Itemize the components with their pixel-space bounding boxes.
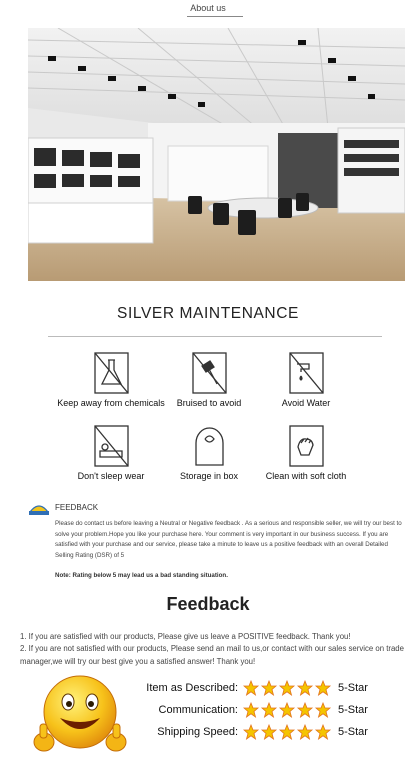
care-label: Clean with soft cloth: [265, 471, 347, 481]
chemical-flask-icon: [94, 352, 129, 394]
rating-label: Shipping Speed:: [157, 726, 238, 738]
hammer-icon: [192, 352, 227, 394]
feedback-notice-title: FEEDBACK: [55, 503, 99, 512]
rating-value: 5-Star: [338, 726, 368, 738]
about-us-label: About us: [190, 3, 226, 13]
rating-row-communication: [140, 702, 410, 720]
rating-value: 5-Star: [338, 682, 368, 694]
feedback-line: 2. If you are not satisfied with our products, Please send an mail to us,or contact with our sales service on trade manager,we will try our best give you a satisfied answer! Thank you!: [20, 644, 404, 666]
rating-label: Item as Described:: [146, 682, 238, 694]
maintenance-title: SILVER MAINTENANCE: [117, 305, 299, 322]
showroom-photo: [28, 28, 405, 281]
maintenance-divider: [48, 336, 382, 337]
storage-box-icon: [192, 425, 227, 467]
care-label: Storage in box: [179, 471, 239, 481]
water-tap-icon: [289, 352, 324, 394]
care-item-cloth: [246, 425, 366, 481]
rating-label: Communication:: [158, 704, 238, 716]
thumbs-up-smiley-icon: [30, 672, 130, 760]
rating-row-shipping: [140, 724, 410, 742]
feedback-notice-note: Note: Rating below 5 may lead us a bad standing situation.: [55, 572, 228, 579]
care-label: Avoid Water: [281, 398, 331, 408]
care-label: Don't sleep wear: [77, 471, 145, 481]
feedback-list: [20, 631, 410, 668]
feedback-notice-text: Please do contact us before leaving a Neutral or Negative feedback . As a serious and responsible seller, we will try our best to solve your problem.Hope you like your purchase here. Your comment is very important in our business success. If you are satisfied with your purchase and our service, please take a minute to leave us a positive feedback with an overall Detailed Selling Rating (DSR) of 5: [55, 520, 402, 559]
rating-value: 5-Star: [338, 704, 368, 716]
feedback-logo-icon: [28, 502, 50, 516]
feedback-heading: Feedback: [166, 594, 250, 614]
rating-row-described: [140, 680, 410, 698]
sleep-icon: [94, 425, 129, 467]
about-us-header: [0, 0, 416, 22]
care-item-water: [246, 352, 366, 408]
about-us-underline: [187, 16, 243, 17]
five-stars-icon: [243, 680, 333, 696]
feedback-line: 1. If you are satisfied with our products, Please give us leave a POSITIVE feedback. Thank you!: [20, 632, 351, 641]
soft-cloth-icon: [289, 425, 324, 467]
five-stars-icon: [243, 724, 333, 740]
care-label: Keep away from chemicals: [57, 398, 165, 408]
five-stars-icon: [243, 702, 333, 718]
care-label: Bruised to avoid: [176, 398, 242, 408]
